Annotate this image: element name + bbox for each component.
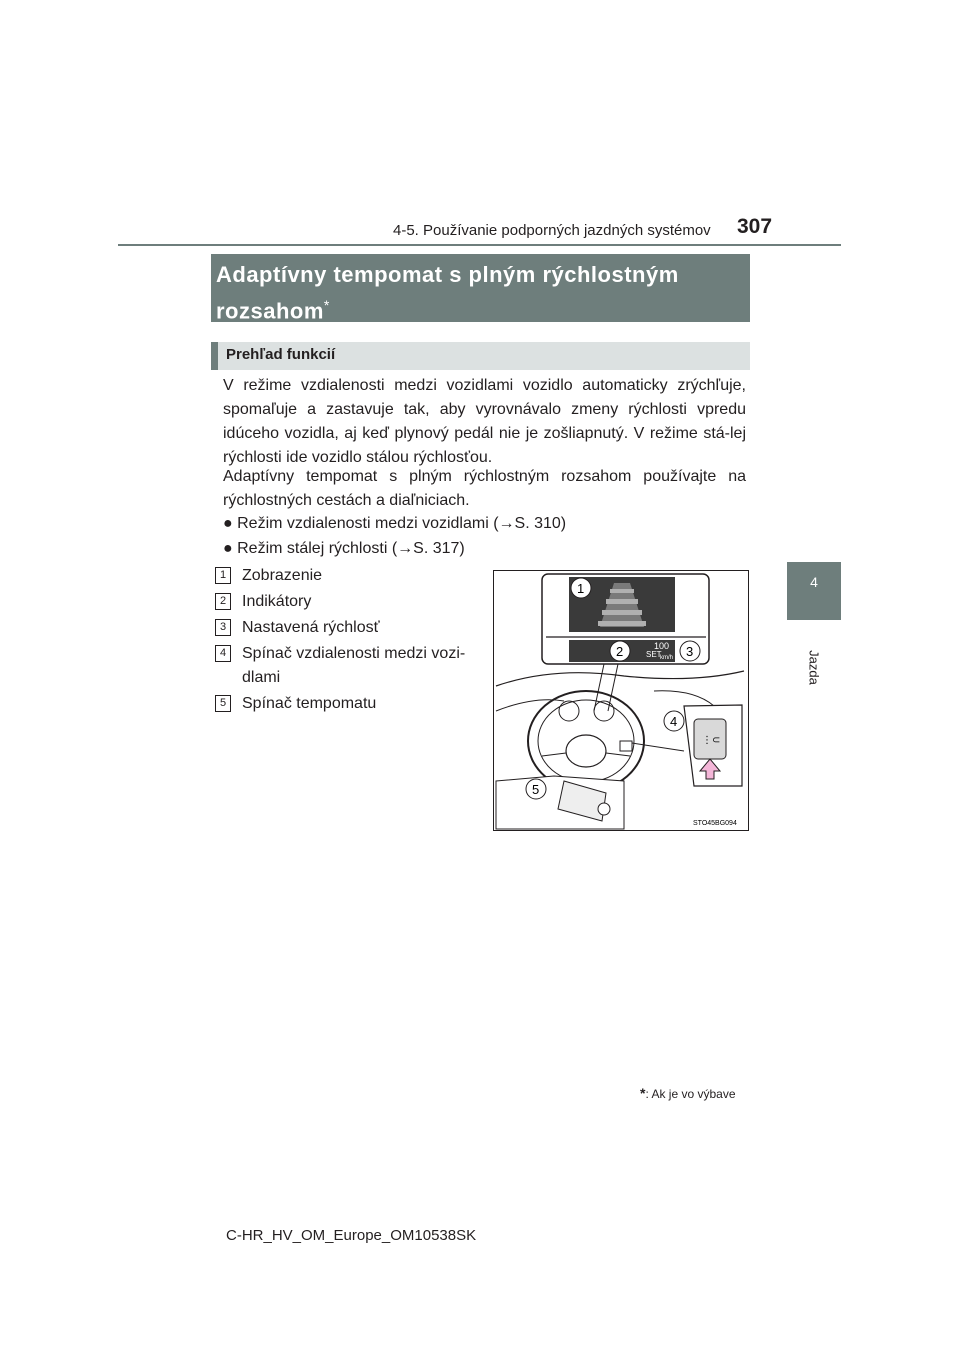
callout-label: 3 bbox=[686, 644, 694, 659]
paragraph-1: V režime vzdialenosti medzi vozidlami vozidlo automaticky zrýchľuje, spomaľuje a zastavuje tak, aby vyrovnávalo zmeny rýchlosti vpredu idúceho vozidla, aj keď plynový pedál nie je zošliapnutý. V režime stá-lej rýchlosti ide vozidlo stálou rýchlosťou. bbox=[223, 377, 746, 466]
bullet-dot-icon: ● bbox=[223, 540, 233, 557]
page-title-text: Adaptívny tempomat s plným rýchlostným rozsahom bbox=[216, 262, 679, 324]
legend-text-continued: dlami bbox=[242, 669, 281, 686]
bullet-text: Režim stálej rýchlosti (→S. 317) bbox=[237, 540, 465, 557]
page-number: 307 bbox=[737, 215, 773, 238]
legend-item bbox=[215, 564, 323, 588]
header-rule bbox=[118, 244, 841, 246]
callout-label: 2 bbox=[616, 644, 624, 659]
legend-item bbox=[215, 692, 377, 716]
footnote bbox=[640, 1085, 736, 1101]
legend-text: Zobrazenie bbox=[242, 567, 323, 584]
cockpit-illustration bbox=[493, 570, 749, 831]
leader-line bbox=[594, 664, 604, 711]
bullet-item bbox=[223, 512, 566, 536]
chapter-tab-label: Jazda bbox=[806, 650, 822, 685]
distance-bar bbox=[598, 621, 646, 626]
chapter-tab bbox=[787, 562, 841, 620]
page-title bbox=[216, 260, 746, 326]
legend-number: 2 bbox=[215, 593, 231, 610]
legend-number: 4 bbox=[215, 645, 231, 662]
footer-document-id: C-HR_HV_OM_Europe_OM10538SK bbox=[226, 1227, 477, 1244]
legend-number: 5 bbox=[215, 695, 231, 712]
gauge bbox=[559, 701, 579, 721]
callout-label: 4 bbox=[670, 714, 678, 729]
cockpit-drawing bbox=[494, 571, 748, 830]
bullet-item bbox=[223, 537, 465, 561]
distance-bar bbox=[602, 610, 642, 615]
header-section-title: 4-5. Používanie podporných jazdných systémov bbox=[393, 222, 711, 239]
legend-number: 1 bbox=[215, 567, 231, 584]
callout-label: 5 bbox=[532, 782, 540, 797]
dashboard-line bbox=[496, 671, 744, 686]
figure-code: STO45BG094 bbox=[693, 820, 737, 827]
legend-number: 3 bbox=[215, 619, 231, 636]
callout-label: 1 bbox=[577, 581, 585, 596]
legend-text: Spínač tempomatu bbox=[242, 695, 377, 712]
footnote-asterisk: * bbox=[640, 1085, 646, 1101]
spoke bbox=[606, 753, 630, 756]
legend-text: Nastavená rýchlosť bbox=[242, 619, 380, 636]
legend-item bbox=[215, 642, 466, 686]
legend-text: Indikátory bbox=[242, 593, 312, 610]
legend-item bbox=[215, 616, 380, 640]
wheel-switch bbox=[620, 741, 632, 751]
chapter-tab-number: 4 bbox=[810, 574, 818, 590]
speed-unit: km/h bbox=[660, 655, 674, 661]
leader-line bbox=[608, 664, 618, 711]
set-label: SET bbox=[646, 650, 662, 659]
set-speed-value: 100 bbox=[654, 641, 670, 651]
paragraph-2: Adaptívny tempomat s plným rýchlostným rozsahom používajte na rýchlostných cestách a diaľniciach. bbox=[223, 468, 746, 509]
title-asterisk: * bbox=[323, 297, 330, 313]
bullet-dot-icon: ● bbox=[223, 515, 233, 532]
gauge bbox=[594, 701, 614, 721]
footnote-text: : Ak je vo výbave bbox=[645, 1087, 736, 1101]
legend-text: Spínač vzdialenosti medzi vozi- bbox=[242, 645, 466, 662]
dashboard-line bbox=[496, 700, 564, 711]
legend-item bbox=[215, 590, 312, 614]
leader-line bbox=[632, 743, 684, 751]
subheading-accent bbox=[211, 342, 218, 370]
distance-switch-icon: ⋮⊂ bbox=[702, 735, 721, 746]
steering-hub bbox=[566, 735, 606, 767]
distance-bar bbox=[606, 599, 638, 604]
bullet-text: Režim vzdialenosti medzi vozidlami (→S. 310) bbox=[237, 515, 567, 532]
distance-bar bbox=[610, 589, 634, 593]
spoke bbox=[542, 753, 566, 756]
lever-knob bbox=[598, 803, 610, 815]
subheading: Prehľad funkcií bbox=[226, 346, 336, 363]
